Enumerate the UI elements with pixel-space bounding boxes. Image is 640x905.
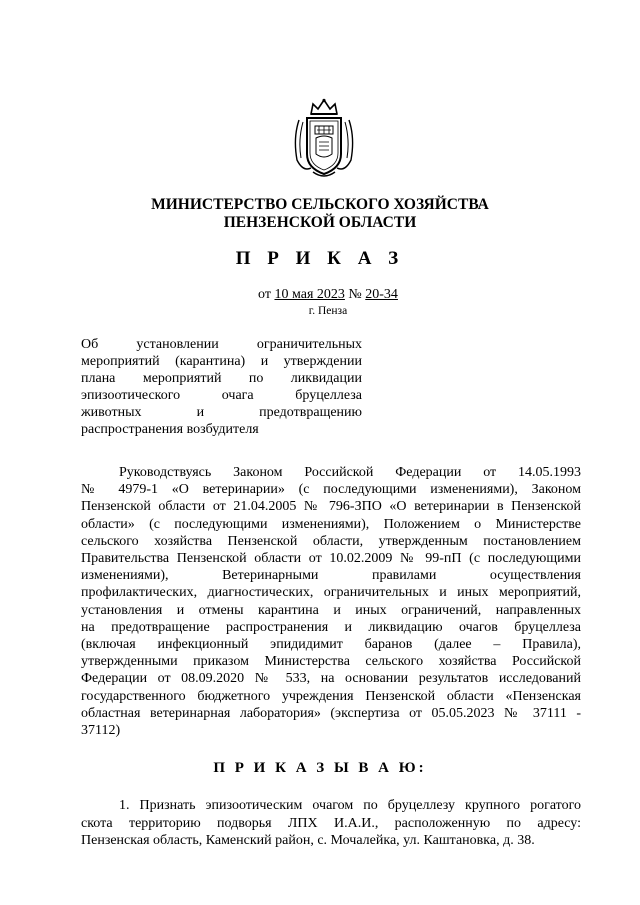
- order-item-1: [81, 797, 581, 850]
- preamble-paragraph: [81, 464, 581, 739]
- ministry-name-line-2: ПЕНЗЕНСКОЙ ОБЛАСТИ: [223, 214, 417, 231]
- preamble-line: Руководствуясь Законом Российской Федерации от 14.05.1993: [119, 465, 581, 480]
- subject-line: мероприятий (карантина) и утверждении: [81, 354, 362, 369]
- number-sign: №: [348, 287, 362, 302]
- subject-line: плана мероприятий по ликвидации: [81, 371, 362, 386]
- preamble-line: Пензенской области от 21.04.2005 № 796-ЗПО «О ветеринарии в Пензенской: [81, 499, 581, 515]
- date-prefix: от: [258, 287, 271, 302]
- item-line: скота территорию подворья ЛПХ И.А.И., расположенную по адресу:: [81, 815, 581, 831]
- preamble-line: Правительства Пензенской области от 10.02.2009 № 99-пП (с последующими: [81, 551, 581, 567]
- preamble-line: Федерации от 08.09.2020 № 533, на основании результатов исследований: [81, 671, 581, 687]
- preamble-line: профилактических, диагностических, ограничительных и иных мероприятий,: [81, 585, 581, 601]
- subject-line: распространения возбудителя: [81, 422, 259, 437]
- preamble-line: установления и отмены карантина и иных ограничений, направленных: [81, 602, 581, 618]
- preamble-line: на предотвращение распространения и ликвидацию очагов бруцеллеза: [81, 619, 581, 635]
- preamble-line: № 4979-1 «О ветеринарии» (с последующими изменениями), Законом: [81, 482, 581, 498]
- decree-heading: П Р И К А З Ы В А Ю:: [213, 760, 427, 776]
- order-dateline: [0, 287, 640, 303]
- subject-line: эпизоотического очага бруцеллеза: [81, 388, 362, 403]
- order-city: г. Пенза: [308, 305, 348, 317]
- order-title: П Р И К А З: [235, 248, 405, 269]
- preamble-line: утвержденными приказом Министерства сельского хозяйства Российской: [81, 654, 581, 670]
- subject-line: Об установлении ограничительных: [81, 337, 362, 352]
- preamble-line: государственного бюджетного учреждения Пензенской области «Пензенская: [81, 688, 581, 704]
- ministry-name-line-1: МИНИСТЕРСТВО СЕЛЬСКОГО ХОЗЯЙСТВА: [151, 196, 489, 213]
- preamble-line: сельского хозяйства Пензенской области, утвержденным постановлением: [81, 533, 581, 549]
- preamble-line: областная ветеринарная лаборатория» (экспертиза от 05.05.2023 № 37111 -: [81, 705, 581, 721]
- order-date: 10 мая 2023: [274, 287, 345, 302]
- preamble-line: области» (с последующими изменениями), Положением о Министерстве: [81, 516, 581, 532]
- subject-line: животных и предотвращению: [81, 405, 362, 420]
- coat-of-arms-icon: [289, 98, 359, 180]
- order-subject: [81, 336, 362, 438]
- order-number: 20-34: [365, 287, 398, 302]
- preamble-line: изменениями), Ветеринарными правилами осуществления: [81, 568, 581, 584]
- item-line: 1. Признать эпизоотическим очагом по бруцеллезу крупного рогатого: [119, 798, 581, 813]
- item-line: Пензенская область, Каменский район, с. Мочалейка, ул. Каштановка, д. 38.: [81, 833, 535, 848]
- preamble-line: 37112): [81, 723, 121, 739]
- preamble-line: (включая инфекционный эпидидимит баранов (далее – Правила),: [81, 637, 581, 653]
